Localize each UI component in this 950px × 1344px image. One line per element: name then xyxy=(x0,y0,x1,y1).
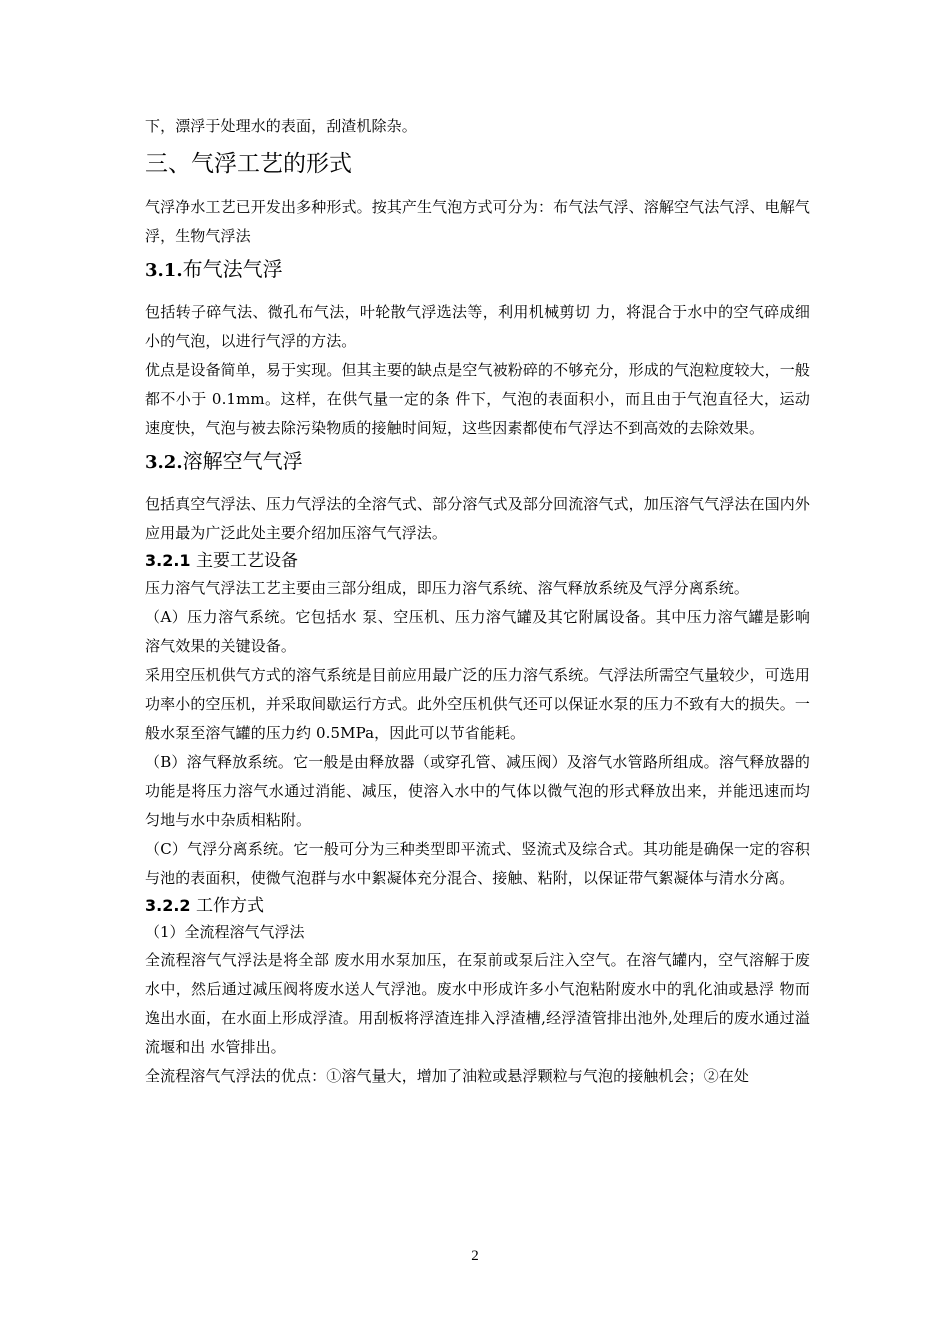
subsubsection-heading-3-2-2 xyxy=(145,893,810,919)
heading-number: 3.2. xyxy=(145,452,183,473)
heading-number: 3.1. xyxy=(145,260,183,281)
heading-text: 工作方式 xyxy=(190,896,264,916)
paragraph-continuation: 下，漂浮于处理水的表面，刮渣机除杂。 xyxy=(145,117,417,135)
document-body xyxy=(145,112,810,1091)
paragraph-3-2-1-b: （A）压力溶气系统。它包括水 泵、空压机、压力溶气罐及其它附属设备。其中压力溶气罐是影响溶气效果的关键设备。 xyxy=(145,608,810,655)
item-heading-1: （1）全流程溶气气浮法 xyxy=(145,923,305,941)
heading-text: 溶解空气气浮 xyxy=(182,449,303,473)
paragraph-3-2-2-b: 全流程溶气气浮法的优点：①溶气量大，增加了油粒或悬浮颗粒与气泡的接触机会；②在处 xyxy=(145,1067,750,1085)
paragraph-3-2-1-a: 压力溶气气浮法工艺主要由三部分组成，即压力溶气系统、溶气释放系统及气浮分离系统。 xyxy=(145,579,750,597)
heading-number: 3.2.2 xyxy=(145,896,191,915)
paragraph-intro: 气浮净水工艺已开发出多种形式。按其产生气泡方式可分为：布气法气浮、溶解空气法气浮、电解气浮，生物气浮法 xyxy=(145,198,810,245)
page-number: 2 xyxy=(471,1248,479,1264)
paragraph-3-2-1-c: 采用空压机供气方式的溶气系统是目前应用最广泛的压力溶气系统。气浮法所需空气量较少，可选用功率小的空压机，并采取间歇运行方式。此外空压机供气还可以保证水泵的压力不致有大的损失。一般水泵至溶气罐的压力约 0.5MPa，因此可以节省能耗。 xyxy=(145,666,810,742)
paragraph-3-2-2-a: 全流程溶气气浮法是将全部 废水用水泵加压，在泵前或泵后注入空气。在溶气罐内，空气溶解于废水中，然后通过减压阀将废水送人气浮池。废水中形成许多小气泡粘附废水中的乳化油或悬浮 物而逸出水面，在水面上形成浮渣。用刮板将浮渣连排入浮渣槽,经浮渣管排出池外,处理后的废水通过溢流堰和出 水管排出。 xyxy=(145,951,810,1056)
paragraph-3-2-1-e: （C）气浮分离系统。它一般可分为三种类型即平流式、竖流式及综合式。其功能是确保一定的容积与池的表面积，使微气泡群与水中絮凝体充分混合、接触、粘附，以保证带气絮凝体与清水分离。 xyxy=(145,840,810,887)
heading-text: 布气法气浮 xyxy=(182,257,283,281)
heading-number: 3.2.1 xyxy=(145,551,191,570)
section-heading-3: 三、气浮工艺的形式 xyxy=(145,151,352,177)
subsubsection-heading-3-2-1 xyxy=(145,548,810,574)
subsection-heading-3-2 xyxy=(145,446,810,478)
paragraph-3-2: 包括真空气浮法、压力气浮法的全溶气式、部分溶气式及部分回流溶气式，加压溶气气浮法在国内外应用最为广泛此处主要介绍加压溶气气浮法。 xyxy=(145,495,810,542)
heading-text: 主要工艺设备 xyxy=(190,551,298,571)
paragraph-3-1-a: 包括转子碎气法、微孔布气法，叶轮散气浮选法等，利用机械剪切 力，将混合于水中的空气碎成细小的气泡，以进行气浮的方法。 xyxy=(145,303,810,350)
paragraph-3-1-b: 优点是设备简单，易于实现。但其主要的缺点是空气被粉碎的不够充分，形成的气泡粒度较大，一般都不小于 0.1mm。这样，在供气量一定的条 件下，气泡的表面积小，而且由于气泡直径大，运动速度快，气泡与被去除污染物质的接触时间短，这些因素都使布气浮达不到高效的去除效果。 xyxy=(145,361,810,437)
paragraph-3-2-1-d: （B）溶气释放系统。它一般是由释放器（或穿孔管、减压阀）及溶气水管路所组成。溶气释放器的功能是将压力溶气水通过消能、减压，使溶入水中的气体以微气泡的形式释放出来，并能迅速而均 匀地与水中杂质相粘附。 xyxy=(145,753,810,829)
subsection-heading-3-1 xyxy=(145,254,810,286)
